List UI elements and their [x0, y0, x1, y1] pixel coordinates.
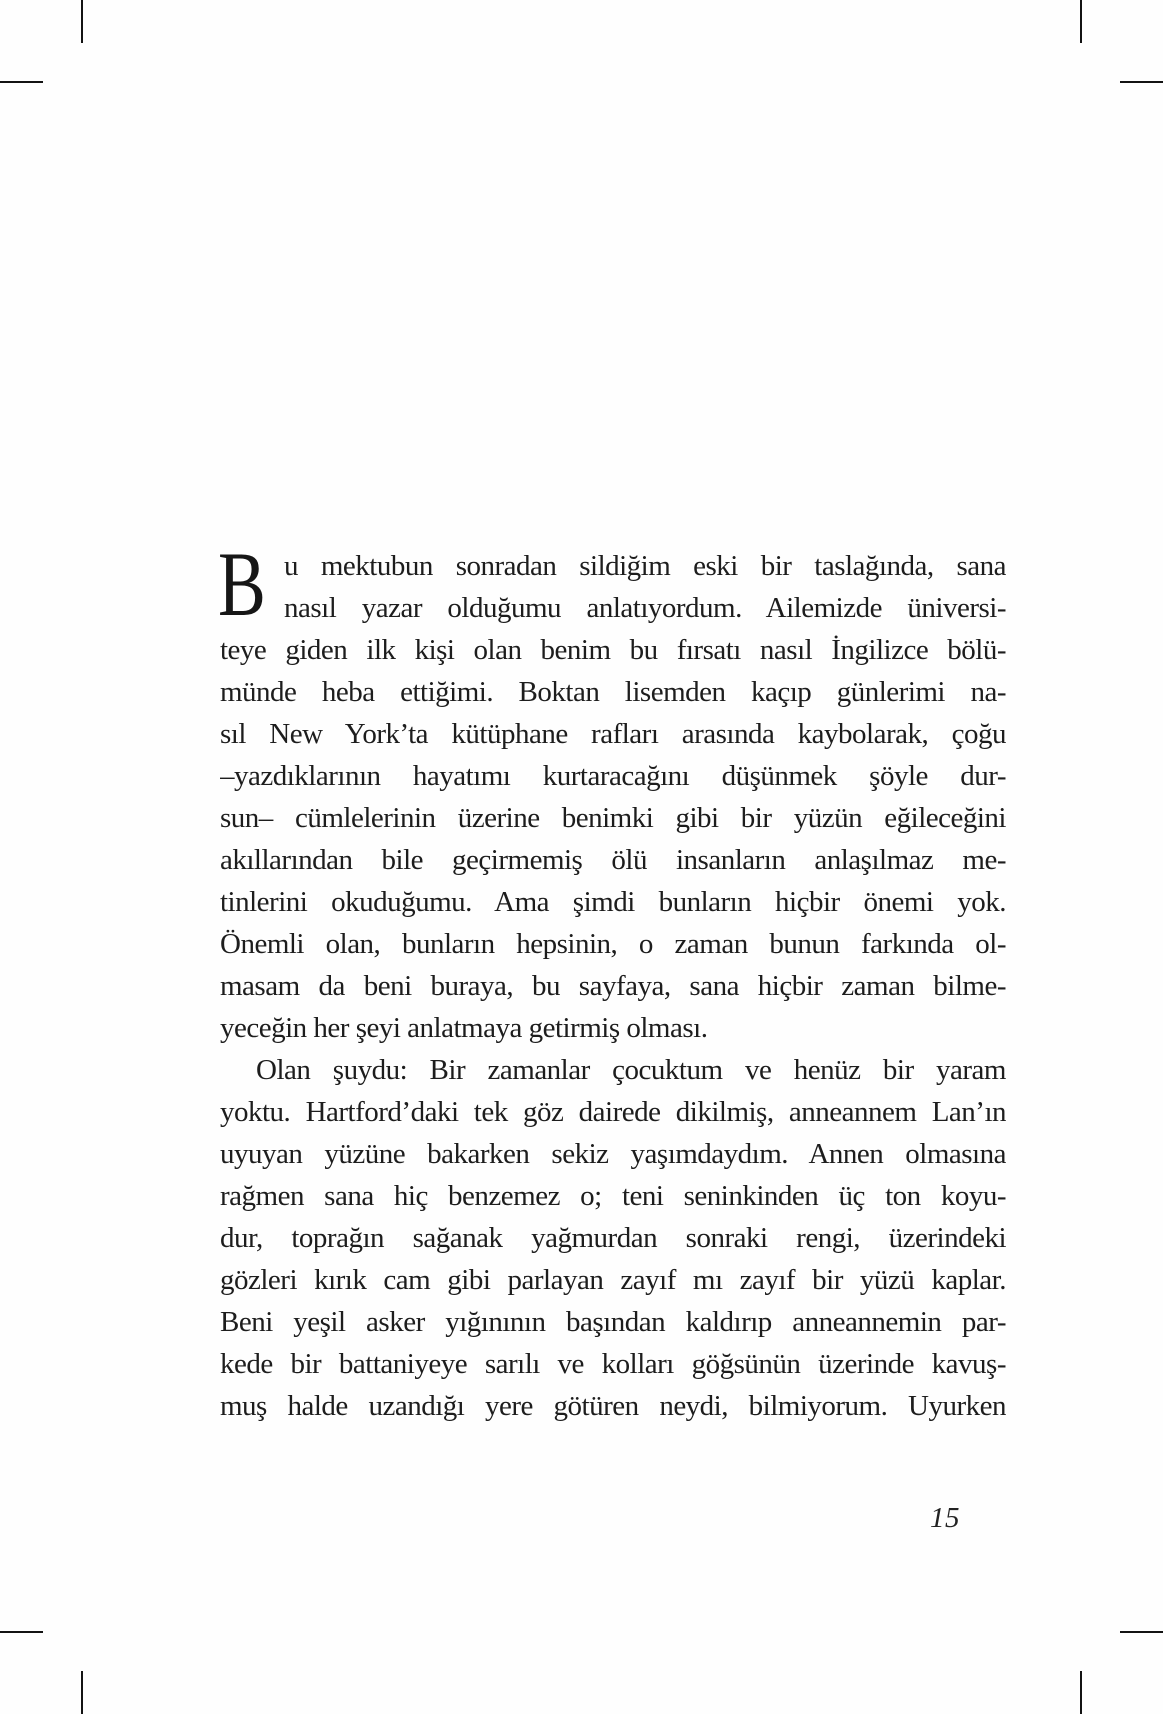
crop-mark-bottom-left-horizontal: [0, 1631, 43, 1633]
page-number: 15: [930, 1502, 960, 1534]
text-line: Beni yeşil asker yığınının başından kaldırıp anneannemin par-: [220, 1306, 1006, 1338]
text-line: kede bir battaniyeye sarılı ve kolları göğsünün üzerinde kavuş-: [220, 1348, 1006, 1380]
text-line: tinlerini okuduğumu. Ama şimdi bunların hiçbir önemi yok.: [220, 886, 1006, 918]
text-line: gözleri kırık cam gibi parlayan zayıf mı zayıf bir yüzü kaplar.: [220, 1264, 1006, 1296]
crop-mark-bottom-right-vertical: [1080, 1671, 1082, 1714]
paragraph-2: [220, 1049, 1006, 1427]
text-block: [218, 533, 1006, 1427]
text-line: sun– cümlelerinin üzerine benimki gibi bir yüzün eğileceğini: [220, 802, 1006, 834]
crop-mark-top-right-horizontal: [1120, 81, 1163, 83]
text-line: uyuyan yüzüne bakarken sekiz yaşımdaydım. Annen olmasına: [220, 1138, 1006, 1170]
text-line: dur, toprağın sağanak yağmurdan sonraki rengi, üzerindeki: [220, 1222, 1006, 1254]
drop-cap-letter: B: [218, 533, 266, 635]
crop-mark-bottom-right-horizontal: [1120, 1631, 1163, 1633]
text-line: u mektubun sonradan sildiğim eski bir taslağında, sana: [284, 550, 1006, 582]
text-line: –yazdıklarının hayatımı kurtaracağını düşünmek şöyle dur-: [220, 760, 1006, 792]
crop-mark-top-left-vertical: [81, 0, 83, 43]
crop-mark-bottom-left-vertical: [81, 1671, 83, 1714]
text-line: akıllarından bile geçirmemiş ölü insanların anlaşılmaz me-: [220, 844, 1006, 876]
text-line: Önemli olan, bunların hepsinin, o zaman bunun farkında ol-: [220, 928, 1006, 960]
crop-mark-top-left-horizontal: [0, 81, 43, 83]
crop-mark-top-right-vertical: [1080, 0, 1082, 43]
text-line: yoktu. Hartford’daki tek göz dairede dikilmiş, anneannem Lan’ın: [220, 1096, 1006, 1128]
text-line: rağmen sana hiç benzemez o; teni seninkinden üç ton koyu-: [220, 1180, 1006, 1212]
text-line: yeceğin her şeyi anlatmaya getirmiş olması.: [220, 1012, 708, 1044]
text-line: Olan şuydu: Bir zamanlar çocuktum ve henüz bir yaram: [256, 1054, 1006, 1086]
text-line: nasıl yazar olduğumu anlatıyordum. Ailemizde üniversi-: [284, 592, 1006, 624]
text-line: teye giden ilk kişi olan benim bu fırsatı nasıl İngilizce bölü-: [220, 634, 1006, 666]
paragraph-1: [218, 533, 1006, 1049]
text-line: muş halde uzandığı yere götüren neydi, bilmiyorum. Uyurken: [220, 1390, 1006, 1422]
text-line: masam da beni buraya, bu sayfaya, sana hiçbir zaman bilme-: [220, 970, 1006, 1002]
text-line: sıl New York’ta kütüphane rafları arasında kaybolarak, çoğu: [220, 718, 1006, 750]
text-line: münde heba ettiğimi. Boktan lisemden kaçıp günlerimi na-: [220, 676, 1006, 708]
